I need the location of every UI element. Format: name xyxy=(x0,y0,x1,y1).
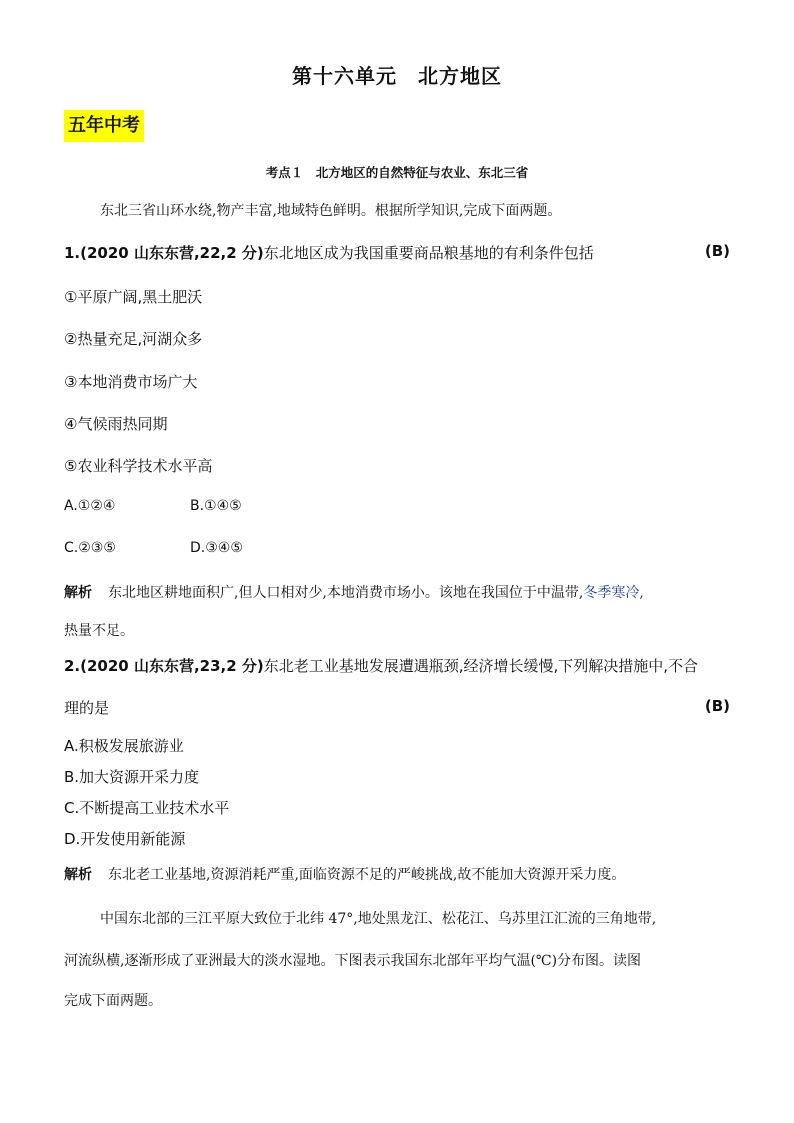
q1-analysis-label: 解析 xyxy=(64,585,92,601)
passage-line-1: 中国东北部的三江平原大致位于北纬 47°,地处黑龙江、松花江、乌苏里江汇流的三角地带, xyxy=(100,911,657,927)
q2-analysis-label: 解析 xyxy=(64,867,92,883)
question-1-source: 1.(2020 山东东营,22,2 分) xyxy=(64,244,264,262)
section-tag: 五年中考 xyxy=(64,110,144,142)
q1-analysis-continued: 热量不足。 xyxy=(64,623,134,639)
q1-item-1: ①平原广阔,黑土肥沃 xyxy=(64,288,203,306)
q2-analysis-text: 东北老工业基地,资源消耗严重,面临资源不足的严峻挑战,故不能加大资源开采力度。 xyxy=(108,867,626,883)
q1-analysis-text: 东北地区耕地面积广,但人口相对少,本地消费市场小。该地在我国位于中温带, xyxy=(108,585,584,601)
q1-item-2: ②热量充足,河湖众多 xyxy=(64,330,203,348)
q2-option-d: D.开发使用新能源 xyxy=(64,830,186,848)
q1-item-3: ③本地消费市场广大 xyxy=(64,373,198,391)
q2-option-b: B.加大资源开采力度 xyxy=(64,768,200,786)
page-title: 第十六单元 北方地区 xyxy=(292,64,502,88)
question-1-stem: 东北地区成为我国重要商品粮基地的有利条件包括 xyxy=(263,244,594,262)
question-2-stem: 东北老工业基地发展遭遇瓶颈,经济增长缓慢,下列解决措施中,不合 xyxy=(263,657,699,675)
q2-option-c: C.不断提高工业技术水平 xyxy=(64,799,230,817)
q1-option-d: D.③④⑤ xyxy=(190,540,243,556)
q1-option-a: A.①②④ xyxy=(64,498,116,514)
q1-analysis xyxy=(64,582,644,602)
question-2-answer: (B) xyxy=(704,697,730,715)
question-2-source: 2.(2020 山东东营,23,2 分) xyxy=(64,657,264,675)
q1-option-b: B.①④⑤ xyxy=(190,498,242,514)
q1-analysis-highlight: 冬季寒冷, xyxy=(583,585,644,601)
question-2 xyxy=(64,655,698,676)
q1-item-4: ④气候雨热同期 xyxy=(64,415,168,433)
q1-option-c: C.②③⑤ xyxy=(64,540,116,556)
question-1 xyxy=(64,242,594,263)
passage-line-2: 河流纵横,逐渐形成了亚洲最大的淡水湿地。下图表示我国东北部年平均气温(℃)分布图。读图 xyxy=(64,953,642,969)
question-2-stem-continued: 理的是 xyxy=(64,699,110,717)
question-1-answer: (B) xyxy=(704,242,730,260)
q1-item-5: ⑤农业科学技术水平高 xyxy=(64,457,213,475)
passage-line-3: 完成下面两题。 xyxy=(64,993,162,1009)
q2-analysis xyxy=(64,864,625,884)
intro-text: 东北三省山环水绕,物产丰富,地域特色鲜明。根据所学知识,完成下面两题。 xyxy=(100,203,562,219)
point-heading: 考点１ 北方地区的自然特征与农业、东北三省 xyxy=(265,165,529,180)
q2-option-a: A.积极发展旅游业 xyxy=(64,737,184,755)
